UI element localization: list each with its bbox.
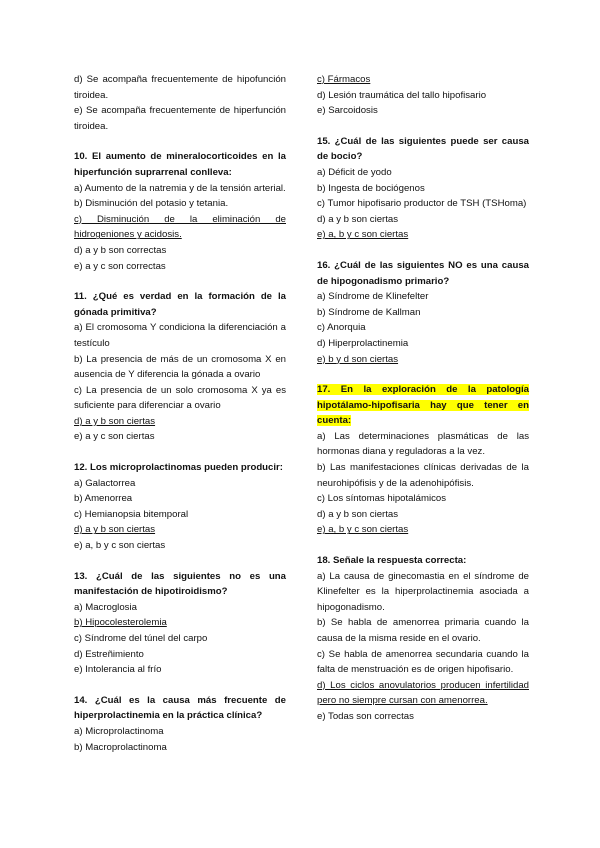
question-11 [74, 289, 286, 445]
question-14 [74, 693, 286, 755]
answer-option: d) a y b son correctas [74, 244, 167, 256]
correct-answer-option: d) a y b son ciertas [74, 524, 156, 536]
answer-option: a) Déficit de yodo [317, 166, 392, 178]
answer-option: c) Los síntomas hipotalámicos [317, 493, 447, 505]
answer-option: a) Macroglosia [74, 601, 137, 613]
answer-option: d) a y b son ciertas [317, 213, 399, 225]
correct-answer-option: e) b y d son ciertas [317, 353, 399, 365]
question-title: 11. ¿Qué es verdad en la formación de la gónada primitiva? [74, 291, 286, 318]
question-title: 16. ¿Cuál de las siguientes NO es una causa de hipogonadismo primario? [317, 259, 529, 287]
answer-option: a) El cromosoma Y condiciona la diferenciación a testículo [74, 322, 286, 349]
question-title-text: 17. En la exploración de la patología hipotálamo-hipofisaria hay que tener en cuenta: [317, 384, 529, 427]
question-12 [74, 460, 286, 554]
answer-option: b) Macroprolactinoma [74, 741, 167, 753]
question-18 [317, 553, 529, 725]
left-column [74, 72, 286, 770]
correct-answer-option: d) Los ciclos anovulatorios producen infertilidad pero no siempre cursan con amenorrea. [317, 679, 529, 707]
answer-option: a) Síndrome de Klinefelter [317, 291, 429, 303]
highlighted-question-title [317, 382, 529, 429]
question-title: 10. El aumento de mineralocorticoides en la hiperfunción suprarrenal conlleva: [74, 151, 286, 178]
question-15 [317, 134, 529, 243]
question-13 [74, 569, 286, 678]
answer-option: e) Se acompaña frecuentemente de hiperfunción tiroidea. [74, 105, 286, 132]
answer-option: c) Anorquia [317, 322, 366, 334]
question-16 [317, 258, 529, 367]
correct-answer-option: c) Fármacos [317, 74, 371, 85]
answer-option: a) Microprolactinoma [74, 725, 164, 737]
question-title: 12. Los microprolactinomas pueden producir: [74, 462, 283, 474]
correct-answer-option: c) Disminución de la eliminación de hidrogeniones y acidosis. [74, 213, 286, 241]
answer-option: d) Estreñimiento [74, 648, 144, 660]
answer-option: a) Aumento de la natremia y de la tensión arterial. [74, 182, 286, 194]
answer-option: e) a y c son correctas [74, 260, 166, 272]
answer-option: b) Síndrome de Kallman [317, 306, 421, 318]
answer-option: b) La presencia de más de un cromosoma X en ausencia de Y diferencia la gónada a ovario [74, 353, 286, 381]
question-title: 13. ¿Cuál de las siguientes no es una manifestación de hipotiroidismo? [74, 570, 286, 598]
answer-option: e) Todas son correctas [317, 710, 414, 722]
answer-option: e) Sarcoidosis [317, 105, 378, 117]
answer-option: a) La causa de ginecomastia en el síndrome de Klinefelter es la hiperprolactinemia asociada a hipogonadismo. [317, 570, 529, 613]
question-title: 14. ¿Cuál es la causa más frecuente de hiperprolactinemia en la práctica clínica? [74, 694, 286, 722]
right-column [317, 72, 529, 740]
answer-option: c) Hemianopsia bitemporal [74, 508, 189, 520]
correct-answer-option: b) Hipocolesterolemia [74, 617, 167, 629]
answer-option: d) Se acompaña frecuentemente de hipofunción tiroidea. [74, 74, 286, 101]
continuation-options [317, 72, 529, 119]
answer-option: c) Se habla de amenorrea secundaria cuando la falta de menstruación es de origen hipofisario. [317, 648, 529, 676]
answer-option: c) Síndrome del túnel del carpo [74, 633, 208, 644]
correct-answer-option: e) a, b y c son ciertas [317, 524, 409, 536]
question-title: 18. Señale la respuesta correcta: [317, 555, 467, 567]
question-17 [317, 382, 529, 538]
answer-option: e) Intolerancia al frío [74, 664, 162, 676]
answer-option: d) Hiperprolactinemia [317, 337, 409, 349]
answer-option: c) Tumor hipofisario productor de TSH (TSHoma) [317, 198, 527, 210]
answer-option: a) Galactorrea [74, 477, 136, 489]
question-title: 15. ¿Cuál de las siguientes puede ser causa de bocio? [317, 135, 529, 163]
answer-option: d) Lesión traumática del tallo hipofisario [317, 89, 487, 101]
answer-option: a) Las determinaciones plasmáticas de las hormonas diana y reguladoras a la vez. [317, 430, 529, 458]
answer-option: d) a y b son ciertas [317, 508, 399, 520]
answer-option: b) Se habla de amenorrea primaria cuando la causa de la misma reside en el ovario. [317, 617, 529, 644]
question-10 [74, 149, 286, 274]
answer-option: b) Disminución del potasio y tetania. [74, 198, 229, 210]
correct-answer-option: d) a y b son ciertas [74, 415, 156, 427]
answer-option: e) a, b y c son ciertas [74, 540, 166, 552]
answer-option: c) La presencia de un solo cromosoma X ya es suficiente para diferenciar a ovario [74, 384, 286, 412]
correct-answer-option: e) a, b y c son ciertas [317, 229, 409, 241]
answer-option: e) a y c son ciertas [74, 431, 155, 443]
answer-option: b) Las manifestaciones clínicas derivadas de la neurohipófisis y de la adenohipófisis. [317, 462, 529, 489]
answer-option: b) Amenorrea [74, 493, 133, 505]
answer-option: b) Ingesta de bociógenos [317, 182, 425, 194]
continuation-options [74, 72, 286, 134]
